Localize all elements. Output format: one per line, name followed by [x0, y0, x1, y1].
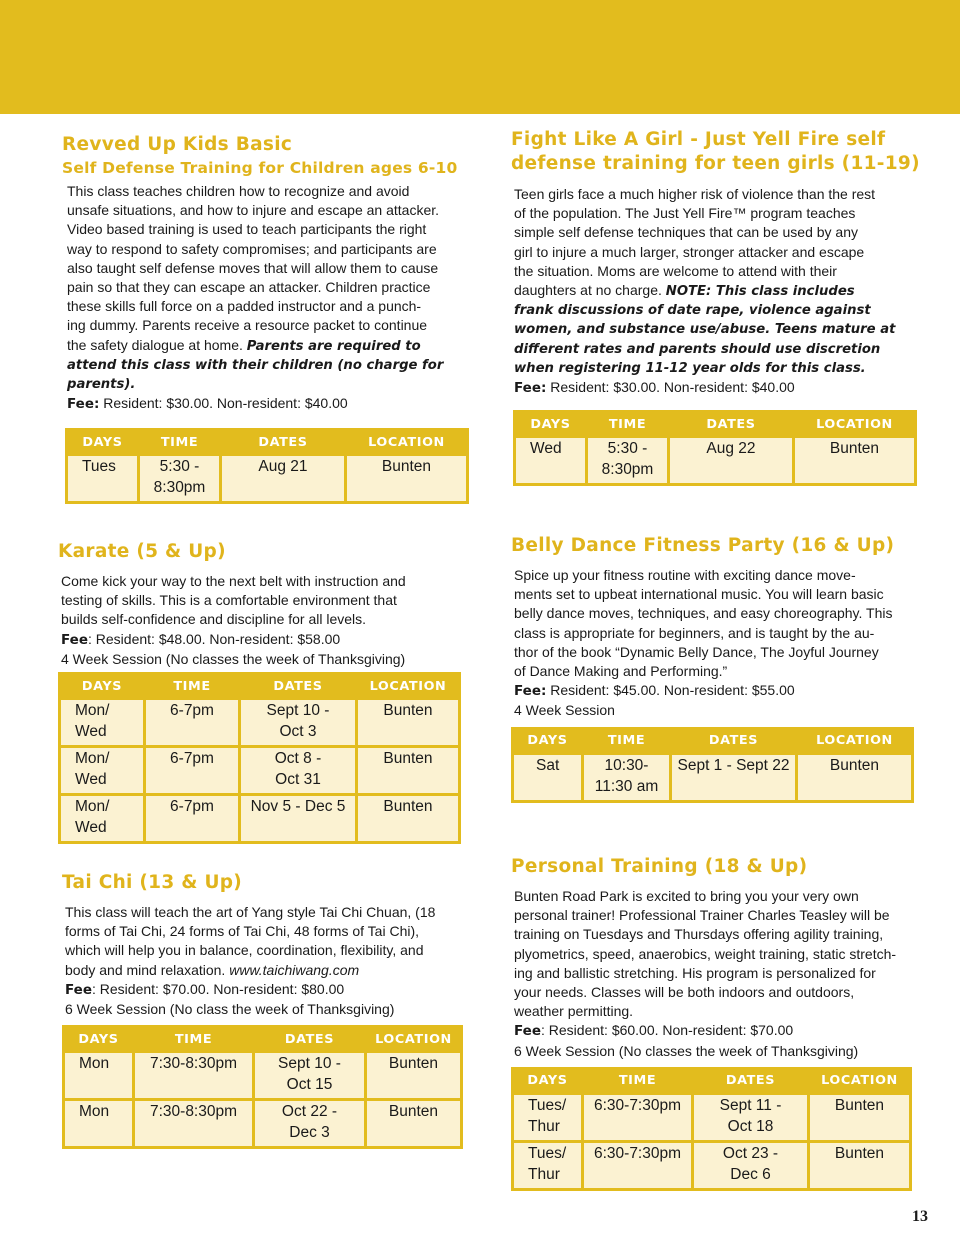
note: different rates and parents should use discretion	[514, 341, 881, 357]
cell-dates-line: Dec 3	[289, 1124, 330, 1142]
note: women, and substance use/abuse. Teens mature at	[514, 322, 896, 338]
description-text: the safety dialogue at home.	[67, 336, 243, 353]
header-dates: DATES	[669, 412, 794, 437]
schedule-table	[511, 1067, 912, 1191]
cell-dates-line: Oct 31	[275, 771, 321, 789]
description-line: Video based training is used to teach participants the right	[67, 221, 427, 238]
cell-time	[583, 753, 671, 801]
section-title: Tai Chi (13 & Up)	[62, 872, 243, 893]
fee-label: Fee:	[514, 683, 547, 700]
cell-dates-line: Oct 8 -	[274, 750, 322, 768]
header-location: LOCATION	[794, 412, 916, 437]
description-line: ing dummy. Parents receive a resource packet to continue	[67, 317, 428, 334]
section-tai-chi	[62, 871, 472, 1149]
section-description	[61, 572, 468, 669]
header-dates: DATES	[671, 728, 797, 753]
table-row	[60, 795, 460, 843]
description-line: unsafe situations, and how to injure and escape an attacker.	[67, 202, 440, 219]
description-line	[514, 281, 921, 301]
cell-days: Mon	[64, 1100, 134, 1148]
table-row	[67, 455, 468, 503]
cell-days-line: Wed	[75, 723, 107, 741]
section-title-line: Fight Like A Girl - Just Yell Fire self	[511, 129, 886, 150]
cell-dates	[693, 1093, 809, 1141]
note: frank discussions of date rape, violence against	[514, 303, 871, 319]
cell-time: 7:30-8:30pm	[134, 1100, 254, 1148]
cell-dates-line: Sept 10 -	[278, 1055, 341, 1073]
description-line: This class teaches children how to recognize and avoid	[67, 183, 410, 199]
header-dates: DATES	[693, 1068, 809, 1093]
fee-text: Resident: $45.00. Non-resident: $55.00	[546, 682, 795, 699]
description-line: This class will teach the art of Yang style Tai Chi Chuan, (18	[65, 904, 436, 920]
cell-location: Bunten	[366, 1100, 462, 1148]
cell-days-line: Mon/	[75, 702, 110, 720]
description-line: weather permitting.	[514, 1003, 634, 1020]
page-number: 13	[912, 1208, 928, 1225]
cell-time-line: 5:30 -	[607, 440, 648, 458]
section-title: Personal Training (18 & Up)	[511, 856, 808, 877]
cell-days-line: Mon/	[75, 750, 110, 768]
cell-days: Sat	[513, 753, 583, 801]
fee-label: Fee:	[514, 380, 547, 397]
cell-dates-line: Dec 6	[730, 1165, 771, 1183]
table-header-row	[60, 674, 460, 699]
cell-days-line: Tues/	[528, 1096, 567, 1114]
header-days: DAYS	[64, 1027, 134, 1052]
parent-note: Parents are required to	[246, 338, 421, 354]
section-title: Belly Dance Fitness Party (16 & Up)	[511, 535, 895, 556]
description-line: thor of the book “Dynamic Belly Dance, The Joyful Journey	[514, 643, 879, 660]
cell-days	[513, 1093, 583, 1141]
cell-location: Bunten	[357, 747, 460, 795]
header-time: TIME	[587, 412, 669, 437]
description-line: the situation. Moms are welcome to attend with their	[514, 262, 837, 279]
table-header-row	[513, 1068, 911, 1093]
cell-time-line: 5:30 -	[159, 458, 200, 476]
description-line	[67, 336, 462, 356]
section-revved-up-kids	[62, 133, 462, 504]
fee-label: Fee	[65, 981, 92, 998]
cell-days	[60, 699, 145, 747]
cell-time: 6:30-7:30pm	[583, 1141, 693, 1189]
header-time: TIME	[139, 430, 221, 455]
section-description	[514, 566, 921, 721]
cell-days-line: Mon/	[75, 798, 110, 816]
cell-time-line: 10:30-	[604, 756, 649, 774]
cell-days-line: Thur	[528, 1117, 560, 1135]
cell-location: Bunten	[366, 1052, 462, 1100]
section-subtitle: Self Defense Training for Children ages 6-10	[62, 159, 458, 177]
fee-line	[67, 394, 462, 414]
header-dates: DATES	[240, 674, 357, 699]
cell-time: 6-7pm	[145, 699, 240, 747]
cell-time: 6:30-7:30pm	[583, 1093, 693, 1141]
description-line: these skills full force on a padded instructor and a punch-	[67, 298, 422, 315]
cell-dates-line: Oct 15	[286, 1076, 333, 1094]
schedule-table	[511, 727, 914, 803]
header-time: TIME	[583, 1068, 693, 1093]
cell-location: Bunten	[357, 699, 460, 747]
description-line: Spice up your fitness routine with exciting dance move-	[514, 567, 856, 583]
description-line: simple self defense techniques that can be used by any	[514, 224, 858, 241]
schedule-table	[58, 672, 461, 844]
description-line: pain so that they can escape an attacker. Children practice	[67, 279, 431, 296]
table-header-row	[515, 412, 916, 437]
cell-dates-line: Oct 23 -	[722, 1144, 779, 1162]
cell-dates-line: Sept 11 -	[719, 1096, 782, 1114]
description-line: Come kick your way to the next belt with instruction and	[61, 573, 406, 589]
fee-label: Fee	[514, 1023, 541, 1040]
cell-location: Bunten	[809, 1141, 911, 1189]
fee-line	[514, 378, 921, 398]
fee-text: : Resident: $70.00. Non-resident: $80.00	[92, 980, 345, 997]
section-description	[65, 903, 472, 1019]
description-line: training on Tuesdays and Thursdays offering agility training,	[514, 926, 884, 943]
schedule-table	[62, 1025, 463, 1149]
section-description	[514, 887, 921, 1061]
fee-label: Fee:	[67, 396, 100, 413]
cell-dates	[693, 1141, 809, 1189]
table-row	[60, 747, 460, 795]
cell-location: Bunten	[794, 437, 916, 485]
header-location: LOCATION	[797, 728, 913, 753]
description-line: which will help you in balance, coordination, flexibility, and	[65, 942, 424, 959]
session-info: 4 Week Session	[514, 702, 615, 719]
description-line: belly dance moves, techniques, and easy choreography. This	[514, 605, 893, 622]
section-karate	[58, 540, 468, 844]
cell-days: Tues	[67, 455, 139, 503]
header-days: DAYS	[67, 430, 139, 455]
description-line	[65, 961, 472, 980]
cell-dates: Nov 5 - Dec 5	[240, 795, 357, 843]
cell-days-line: Thur	[528, 1165, 560, 1183]
description-line: ments set to upbeat international music. You will learn basic	[514, 586, 884, 603]
description-line: personal trainer! Professional Trainer Charles Teasley will be	[514, 907, 890, 924]
cell-days-line: Tues/	[528, 1144, 567, 1162]
cell-dates	[254, 1100, 366, 1148]
website-link[interactable]: www.taichiwang.com	[229, 961, 360, 978]
parent-note: parents).	[67, 377, 136, 393]
description-line: Teen girls face a much higher risk of violence than the rest	[514, 186, 876, 202]
session-info: 6 Week Session (No class the week of Thanksgiving)	[65, 1001, 395, 1018]
description-line: girl to injure a much larger, stronger attacker and escape	[514, 243, 865, 260]
description-line: way to respond to safety compromises; and participants are	[67, 240, 437, 257]
parent-note: attend this class with their children (no charge for	[67, 357, 444, 373]
section-description	[67, 182, 462, 414]
fee-line	[65, 980, 472, 1000]
description-line: of Dance Making and Performing.”	[514, 663, 728, 680]
fee-line	[514, 1021, 921, 1041]
fee-label: Fee	[61, 631, 88, 648]
cell-time-line: 11:30 am	[594, 777, 659, 795]
cell-location: Bunten	[346, 455, 468, 503]
cell-dates-line: Oct 18	[727, 1117, 774, 1135]
cell-time-line: 8:30pm	[601, 461, 654, 479]
fee-line	[61, 630, 468, 650]
header-location: LOCATION	[357, 674, 460, 699]
cell-time	[139, 455, 221, 503]
description-line: builds self-confidence and discipline for all levels.	[61, 611, 367, 628]
description-line: plyometrics, speed, anaerobics, weight training, static stretch-	[514, 945, 897, 962]
section-belly-dance	[511, 534, 921, 803]
schedule-table	[65, 428, 469, 504]
header-dates: DATES	[254, 1027, 366, 1052]
header-time: TIME	[134, 1027, 254, 1052]
schedule-table	[513, 410, 917, 486]
cell-dates-line: Oct 22 -	[281, 1103, 338, 1121]
cell-time: 6-7pm	[145, 747, 240, 795]
description-line: of the population. The Just Yell Fire™ program teaches	[514, 205, 856, 222]
header-days: DAYS	[515, 412, 587, 437]
table-header-row	[513, 728, 913, 753]
cell-dates	[254, 1052, 366, 1100]
cell-dates-line: Oct 3	[279, 723, 317, 741]
cell-dates	[240, 747, 357, 795]
header-location: LOCATION	[809, 1068, 911, 1093]
table-header-row	[67, 430, 468, 455]
description-line: your needs. Classes will be both indoors and outdoors,	[514, 984, 855, 1001]
note: NOTE: This class includes	[665, 284, 855, 300]
section-title: Revved Up Kids Basic	[62, 134, 293, 155]
header-location: LOCATION	[366, 1027, 462, 1052]
cell-dates	[240, 699, 357, 747]
header-days: DAYS	[60, 674, 145, 699]
fee-line	[514, 681, 921, 701]
fee-text: : Resident: $48.00. Non-resident: $58.00	[88, 630, 341, 647]
table-row	[513, 753, 913, 801]
session-info: 4 Week Session (No classes the week of Thanksgiving)	[61, 650, 406, 667]
section-title-line: defense training for teen girls (11-19)	[511, 153, 920, 174]
table-row	[515, 437, 916, 485]
section-title: Karate (5 & Up)	[58, 541, 226, 562]
table-row	[60, 699, 460, 747]
section-description	[514, 185, 921, 398]
cell-days: Wed	[515, 437, 587, 485]
table-row	[513, 1093, 911, 1141]
cell-dates: Sept 1 - Sept 22	[671, 753, 797, 801]
table-row	[64, 1100, 462, 1148]
header-days: DAYS	[513, 1068, 583, 1093]
header-days: DAYS	[513, 728, 583, 753]
description-line: class is appropriate for beginners, and is taught by the au-	[514, 624, 875, 641]
cell-dates-line: Sept 10 -	[266, 702, 330, 720]
description-line: ing and ballistic stretching. His program is personalized for	[514, 964, 876, 981]
cell-time: 6-7pm	[145, 795, 240, 843]
cell-days	[60, 795, 145, 843]
description-line: Bunten Road Park is excited to bring you your very own	[514, 888, 859, 904]
cell-time: 7:30-8:30pm	[134, 1052, 254, 1100]
section-title	[511, 128, 921, 176]
header-location: LOCATION	[346, 430, 468, 455]
cell-time	[587, 437, 669, 485]
cell-dates: Aug 22	[669, 437, 794, 485]
section-personal-training	[511, 855, 921, 1191]
description-text: body and mind relaxation.	[65, 961, 230, 978]
cell-location: Bunten	[809, 1093, 911, 1141]
header-dates: DATES	[221, 430, 346, 455]
description-line: forms of Tai Chi, 24 forms of Tai Chi, 48 forms of Tai Chi),	[65, 923, 420, 940]
session-info: 6 Week Session (No classes the week of Thanksgiving)	[514, 1042, 859, 1059]
table-row	[513, 1141, 911, 1189]
cell-dates: Aug 21	[221, 455, 346, 503]
fee-text: Resident: $30.00. Non-resident: $40.00	[99, 395, 348, 412]
note: when registering 11-12 year olds for this class.	[514, 360, 866, 376]
cell-days: Mon	[64, 1052, 134, 1100]
table-row	[64, 1052, 462, 1100]
description-text: daughters at no charge.	[514, 282, 662, 299]
cell-days-line: Wed	[75, 819, 107, 837]
description-line: also taught self defense moves that will allow them to cause	[67, 259, 439, 276]
section-fight-like-a-girl	[511, 128, 921, 486]
header-time: TIME	[145, 674, 240, 699]
cell-days	[513, 1141, 583, 1189]
cell-location: Bunten	[357, 795, 460, 843]
cell-days	[60, 747, 145, 795]
fee-text: : Resident: $60.00. Non-resident: $70.00	[541, 1022, 794, 1039]
header-color-band	[0, 0, 960, 114]
description-line: testing of skills. This is a comfortable environment that	[61, 592, 397, 609]
fee-text: Resident: $30.00. Non-resident: $40.00	[546, 379, 795, 396]
header-time: TIME	[583, 728, 671, 753]
cell-time-line: 8:30pm	[153, 479, 206, 497]
cell-location: Bunten	[797, 753, 913, 801]
table-header-row	[64, 1027, 462, 1052]
cell-days-line: Wed	[75, 771, 107, 789]
